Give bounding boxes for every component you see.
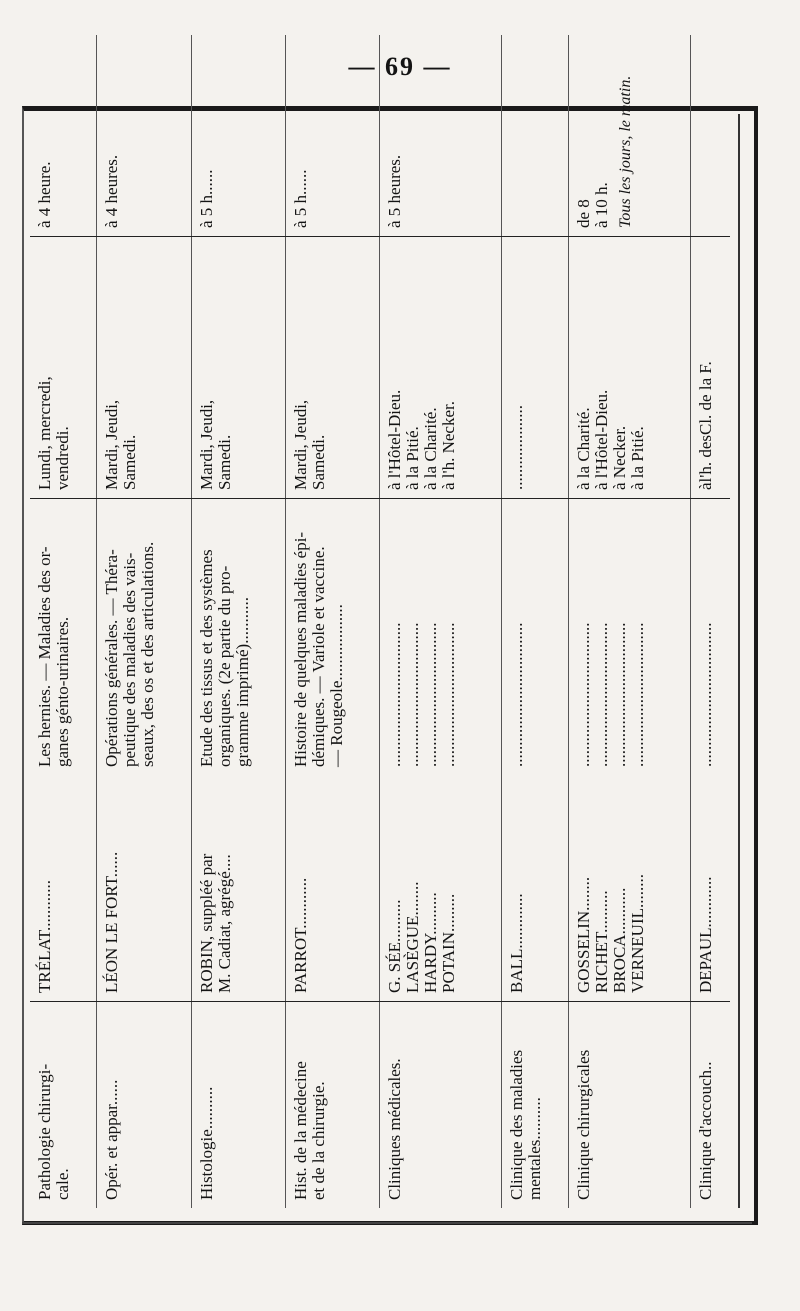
place-cell-line: Mardi, Jeudi, bbox=[196, 399, 216, 490]
professor-cell bbox=[286, 775, 380, 1002]
place-cell-line: à Necker. bbox=[610, 425, 630, 490]
professor-cell-line: M. Cadiat, agrégé.... bbox=[214, 854, 234, 993]
place-cell bbox=[286, 237, 380, 499]
professor-cell bbox=[380, 775, 501, 1002]
hour-cell-line: à 4 heures. bbox=[102, 154, 122, 228]
professor-cell-line: HARDY.......... bbox=[421, 892, 441, 993]
table-row bbox=[286, 35, 380, 1208]
place-cell bbox=[690, 237, 730, 499]
professor-cell bbox=[30, 775, 97, 1002]
place-cell bbox=[501, 237, 568, 499]
place-cell-line: .................... bbox=[506, 405, 526, 490]
page-number: — 69 — bbox=[348, 52, 452, 81]
hour-cell-line: de 8 bbox=[574, 199, 594, 228]
topic-cell bbox=[30, 499, 97, 776]
topic-cell-line: peutique des maladies des vais- bbox=[120, 552, 140, 767]
topic-cell-line: Opérations générales. — Théra- bbox=[102, 549, 122, 767]
subject-cell-line: et de la chirurgie. bbox=[309, 1081, 329, 1200]
course-table bbox=[30, 35, 730, 1208]
topic-cell-line: .................................. bbox=[574, 622, 594, 767]
professor-cell bbox=[191, 775, 285, 1002]
professor-cell-line: GOSSELIN........ bbox=[574, 876, 594, 993]
table-row bbox=[380, 35, 501, 1208]
professor-cell-line: BALL............. bbox=[506, 893, 526, 993]
professor-cell-line: RICHET.......... bbox=[592, 890, 612, 993]
professor-cell-line: LASÈGUE........ bbox=[403, 881, 423, 993]
professor-cell-line: VERNEUIL........ bbox=[628, 874, 648, 993]
subject-cell-line: Clinique d'accouch.. bbox=[695, 1061, 715, 1200]
subject-cell-line: Pathologie chirurgi- bbox=[35, 1063, 54, 1200]
place-cell-line: Samedi. bbox=[214, 434, 234, 490]
topic-cell-line: Histoire de quelques maladies épi- bbox=[291, 531, 311, 767]
frame-bottom-rule bbox=[22, 1222, 752, 1224]
professor-cell-line: BROCA........... bbox=[610, 887, 630, 993]
hour-cell-line: à 5 h...... bbox=[196, 169, 216, 228]
topic-cell-line: .................................. bbox=[628, 622, 648, 767]
subject-cell-line: Clinique des maladies bbox=[506, 1049, 526, 1200]
topic-cell bbox=[501, 499, 568, 776]
subject-cell-line: mentales.......... bbox=[524, 1097, 544, 1200]
topic-cell-line: .................................. bbox=[610, 622, 630, 767]
hour-cell bbox=[191, 35, 285, 237]
subject-cell bbox=[569, 1002, 690, 1209]
professor-cell bbox=[501, 775, 568, 1002]
topic-cell-line: — Rougeole.................. bbox=[327, 604, 347, 767]
place-cell-line: à la Pitié. bbox=[628, 426, 648, 490]
hour-cell bbox=[501, 35, 568, 237]
subject-cell bbox=[191, 1002, 285, 1209]
place-cell bbox=[380, 237, 501, 499]
place-cell-line: à l'Hôtel-Dieu. bbox=[592, 389, 612, 490]
subject-cell-line: Cliniques médicales. bbox=[385, 1058, 405, 1200]
table-row bbox=[191, 35, 285, 1208]
table-row bbox=[690, 35, 730, 1208]
topic-cell bbox=[191, 499, 285, 776]
topic-cell-line: .................................. bbox=[421, 622, 441, 767]
subject-cell bbox=[97, 1002, 191, 1209]
topic-cell bbox=[380, 499, 501, 776]
topic-cell-line: .................................. bbox=[695, 622, 715, 767]
subject-cell-line: cale. bbox=[53, 1168, 72, 1200]
subject-cell bbox=[30, 1002, 97, 1209]
subject-cell-line: Opér. et appar...... bbox=[102, 1079, 122, 1200]
place-cell-line: Samedi. bbox=[120, 434, 140, 490]
place-cell bbox=[30, 237, 97, 499]
hour-cell-line: à 5 h...... bbox=[291, 169, 311, 228]
table-row bbox=[501, 35, 568, 1208]
place-cell-line: Mardi, Jeudi, bbox=[291, 399, 311, 490]
hour-cell-line: à 4 heure. bbox=[35, 161, 54, 228]
topic-cell bbox=[286, 499, 380, 776]
place-cell-line: Lundi, mercredi, bbox=[35, 376, 54, 490]
subject-cell bbox=[501, 1002, 568, 1209]
table-row bbox=[569, 35, 690, 1208]
topic-cell-line: .................................. bbox=[403, 622, 423, 767]
place-cell bbox=[191, 237, 285, 499]
hour-cell bbox=[380, 35, 501, 237]
topic-cell bbox=[569, 499, 690, 776]
topic-cell-line: gramme imprimé)........... bbox=[232, 597, 252, 767]
topic-cell-line: organiques. (2e partie du pro- bbox=[214, 565, 234, 767]
topic-cell-line: démiques. — Variole et vaccine. bbox=[309, 546, 329, 767]
professor-cell-line: DEPAUL............ bbox=[695, 876, 715, 993]
place-cell-line: àl'h. desCl. de la F. bbox=[695, 361, 715, 490]
subject-cell-line: Hist. de la médecine bbox=[291, 1061, 311, 1200]
topic-cell bbox=[690, 499, 730, 776]
topic-cell-line: .................................. bbox=[506, 622, 526, 767]
professor-cell bbox=[569, 775, 690, 1002]
place-cell-line: à la Charité. bbox=[421, 407, 441, 490]
professor-cell bbox=[97, 775, 191, 1002]
morning-label: Tous les jours, le matin. bbox=[617, 75, 635, 228]
course-table-body bbox=[30, 35, 730, 1208]
course-table-rotated bbox=[30, 75, 730, 1208]
professor-cell-line: POTAIN......... bbox=[439, 893, 459, 993]
subject-cell bbox=[286, 1002, 380, 1209]
topic-cell-line: .................................. bbox=[592, 622, 612, 767]
hour-cell bbox=[97, 35, 191, 237]
topic-cell-line: Les hernies. — Maladies des or- bbox=[35, 546, 54, 767]
topic-cell-line: ganes génto-urinaires. bbox=[53, 616, 72, 767]
place-cell-line: à la Pitié. bbox=[403, 426, 423, 490]
place-cell-line: vendredi. bbox=[53, 426, 72, 490]
topic-cell-line: .................................. bbox=[439, 622, 459, 767]
place-cell-line: à l'Hôtel-Dieu. bbox=[385, 389, 405, 490]
place-cell-line: à l'h. Necker. bbox=[439, 401, 459, 490]
table-row bbox=[97, 35, 191, 1208]
table-row bbox=[30, 35, 97, 1208]
topic-cell-line: .................................. bbox=[385, 622, 405, 767]
professor-cell-line: G. SÉE.......... bbox=[385, 899, 405, 993]
professor-cell-line: ROBIN, suppléé par bbox=[196, 853, 216, 993]
hour-cell-line: à 10 h. bbox=[592, 182, 612, 228]
professor-cell-line: PARROT............ bbox=[291, 877, 311, 993]
professor-cell-line: TRÉLAT............ bbox=[35, 879, 54, 993]
topic-cell-line: Etude des tissus et des systèmes bbox=[196, 549, 216, 767]
place-cell bbox=[569, 237, 690, 499]
professor-cell bbox=[690, 775, 730, 1002]
subject-cell bbox=[690, 1002, 730, 1209]
place-cell-line: à la Charité. bbox=[574, 407, 594, 490]
topic-cell bbox=[97, 499, 191, 776]
frame-inner-rule bbox=[738, 114, 740, 1208]
hour-cell bbox=[286, 35, 380, 237]
subject-cell bbox=[380, 1002, 501, 1209]
place-cell-line: Mardi, Jeudi, bbox=[102, 399, 122, 490]
professor-cell-line: LÉON LE FORT...... bbox=[102, 851, 122, 993]
hour-cell bbox=[569, 35, 690, 237]
subject-cell-line: Histologie.......... bbox=[196, 1086, 216, 1200]
hour-cell bbox=[30, 35, 97, 237]
place-cell-line: Samedi. bbox=[309, 434, 329, 490]
topic-cell-line: seaux, des os et des articulations. bbox=[138, 541, 158, 767]
place-cell bbox=[97, 237, 191, 499]
hour-cell-line: à 5 heures. bbox=[385, 154, 405, 228]
subject-cell-line: Clinique chirurgicales bbox=[574, 1049, 594, 1200]
hour-cell bbox=[690, 35, 730, 237]
